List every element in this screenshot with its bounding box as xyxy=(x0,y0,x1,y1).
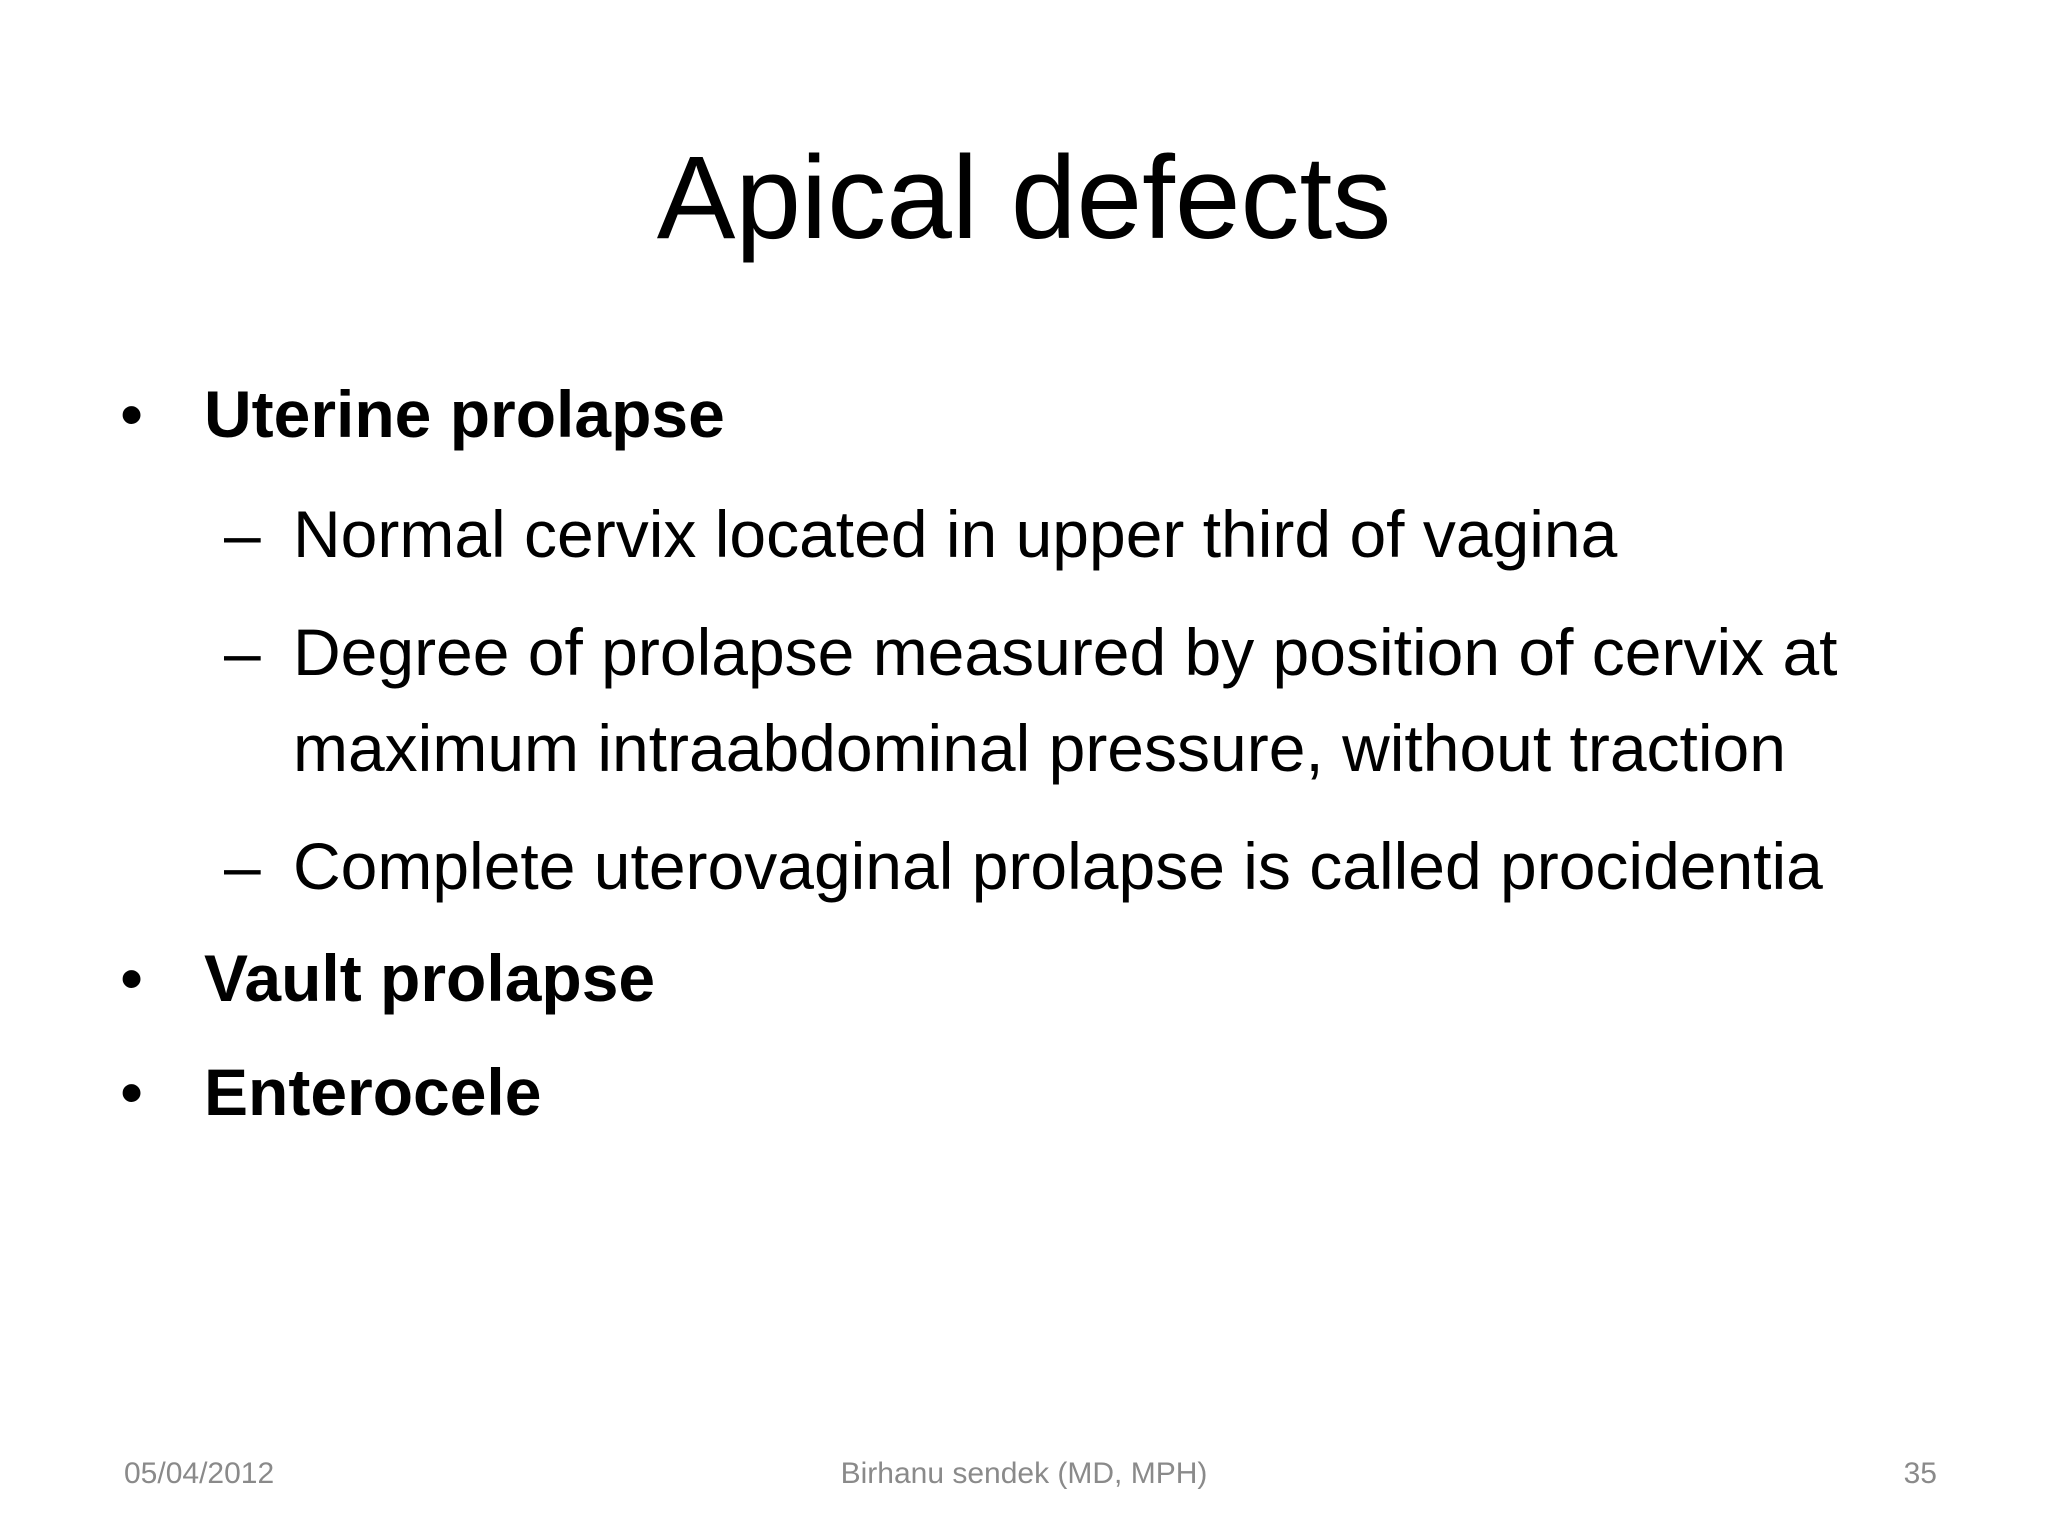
bullet-text: Vault prolapse xyxy=(204,941,656,1015)
sub-item-text: Degree of prolapse measured by position of cervix at maximum intraabdominal pressure, without traction xyxy=(293,615,1838,785)
dash-icon: – xyxy=(224,829,261,903)
slide-title: Apical defects xyxy=(656,132,1392,264)
footer-author: Birhanu sendek (MD, MPH) xyxy=(840,1457,1208,1490)
footer-date: 05/04/2012 xyxy=(124,1457,275,1490)
bullet-icon: • xyxy=(120,941,144,1015)
dash-icon: – xyxy=(224,497,261,571)
bullet-item-enterocele xyxy=(120,1050,1950,1134)
dash-icon: – xyxy=(224,615,261,689)
slide-body xyxy=(120,372,1950,1164)
footer-page-number: 35 xyxy=(1903,1457,1937,1490)
sub-item-text: Normal cervix located in upper third of vagina xyxy=(293,497,1618,571)
bullet-item-vault-prolapse xyxy=(120,936,1950,1020)
bullet-item-uterine-prolapse xyxy=(120,372,1950,456)
sub-item-text: Complete uterovaginal prolapse is called procidentia xyxy=(293,829,1823,903)
bullet-text: Uterine prolapse xyxy=(204,377,725,451)
sub-item-degree-of-prolapse xyxy=(120,604,1950,796)
sub-item-complete-prolapse xyxy=(120,818,1950,914)
bullet-icon: • xyxy=(120,1055,144,1129)
bullet-text: Enterocele xyxy=(204,1055,542,1129)
bullet-icon: • xyxy=(120,377,144,451)
sub-item-normal-cervix xyxy=(120,486,1950,582)
